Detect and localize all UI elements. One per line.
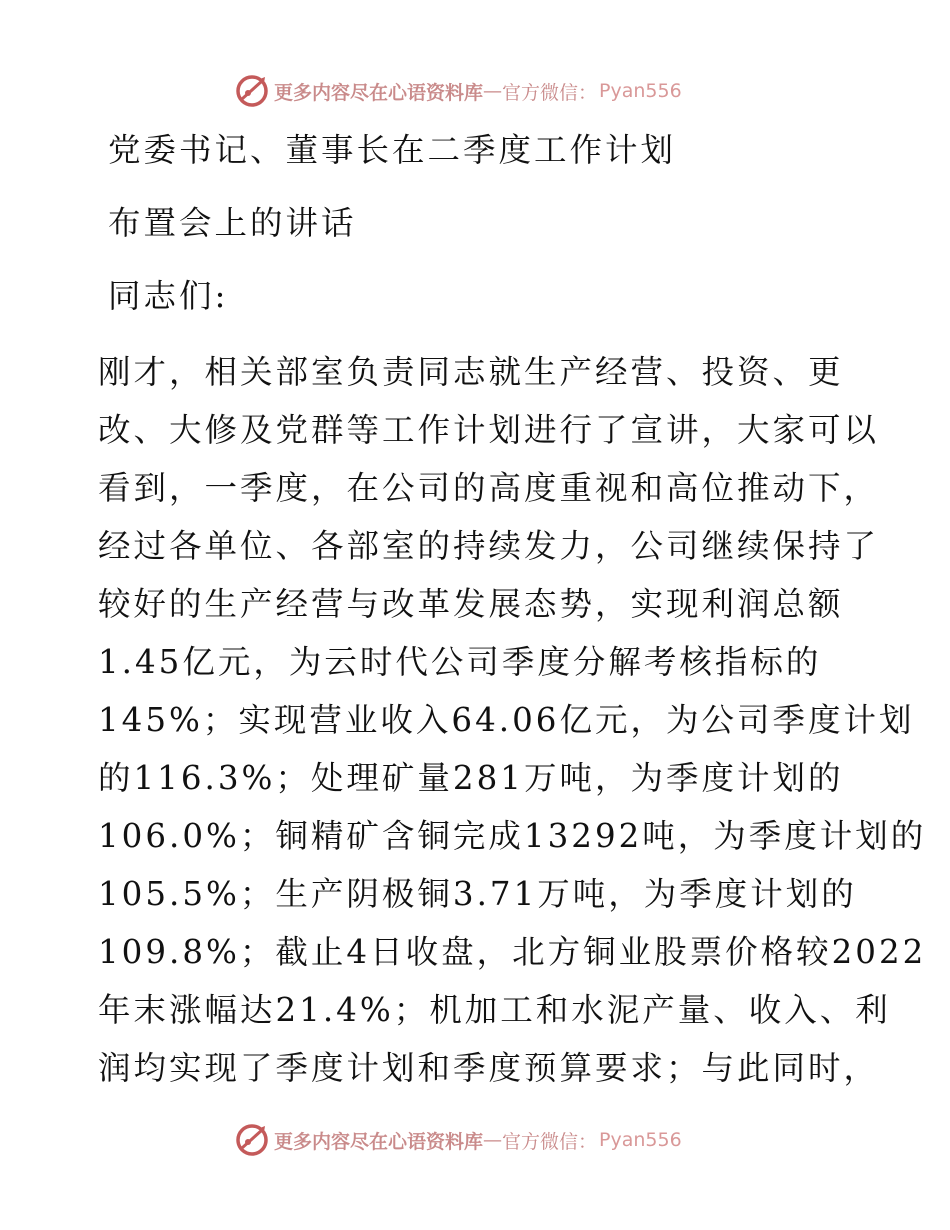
- body-line: 看到，一季度，在公司的高度重视和高位推动下，: [98, 469, 880, 507]
- document-title-line-2: 布置会上的讲话: [108, 204, 357, 242]
- watermark-footer: [234, 1120, 682, 1160]
- body-line: 1.45亿元，为云时代公司季度分解考核指标的: [98, 643, 822, 681]
- body-line: 105.5%；生产阴极铜3.71万吨，为季度计划的: [98, 875, 857, 913]
- watermark-wechat-id: Pyan556: [599, 80, 682, 102]
- watermark-main-text: 更多内容尽在心语资料库: [274, 1130, 484, 1153]
- watermark-dash: —: [483, 1129, 503, 1151]
- body-line: 年末涨幅达21.4%；机加工和水泥产量、收入、利: [98, 991, 891, 1029]
- body-line: 改、大修及党群等工作计划进行了宣讲，大家可以: [98, 411, 880, 449]
- watermark-main-text: 更多内容尽在心语资料库: [274, 81, 484, 104]
- body-line: 刚才，相关部室负责同志就生产经营、投资、更: [98, 353, 844, 391]
- watermark-header: [234, 71, 682, 111]
- body-line: 的116.3%；处理矿量281万吨，为季度计划的: [98, 759, 844, 797]
- watermark-wechat-id: Pyan556: [599, 1129, 682, 1151]
- body-line: 润均实现了季度计划和季度预算要求；与此同时，: [98, 1049, 880, 1087]
- watermark-wechat-label: 官方微信：: [502, 81, 598, 104]
- body-line: 106.0%；铜精矿含铜完成13292吨，为季度计划的: [98, 817, 927, 855]
- watermark-dash: —: [483, 80, 503, 102]
- body-line: 109.8%；截止4日收盘，北方铜业股票价格较2022: [98, 933, 927, 971]
- document-greeting: 同志们:: [108, 277, 229, 315]
- document-title-line-1: 党委书记、董事长在二季度工作计划: [108, 131, 677, 169]
- body-line: 经过各单位、各部室的持续发力，公司继续保持了: [98, 527, 880, 565]
- watermark-wechat-label: 官方微信：: [502, 1130, 598, 1153]
- body-line: 较好的生产经营与改革发展态势，实现利润总额: [98, 585, 844, 623]
- body-line: 145%；实现营业收入64.06亿元，为公司季度计划: [98, 701, 915, 739]
- watermark-logo-icon: [234, 1122, 270, 1158]
- watermark-logo-icon: [234, 73, 270, 109]
